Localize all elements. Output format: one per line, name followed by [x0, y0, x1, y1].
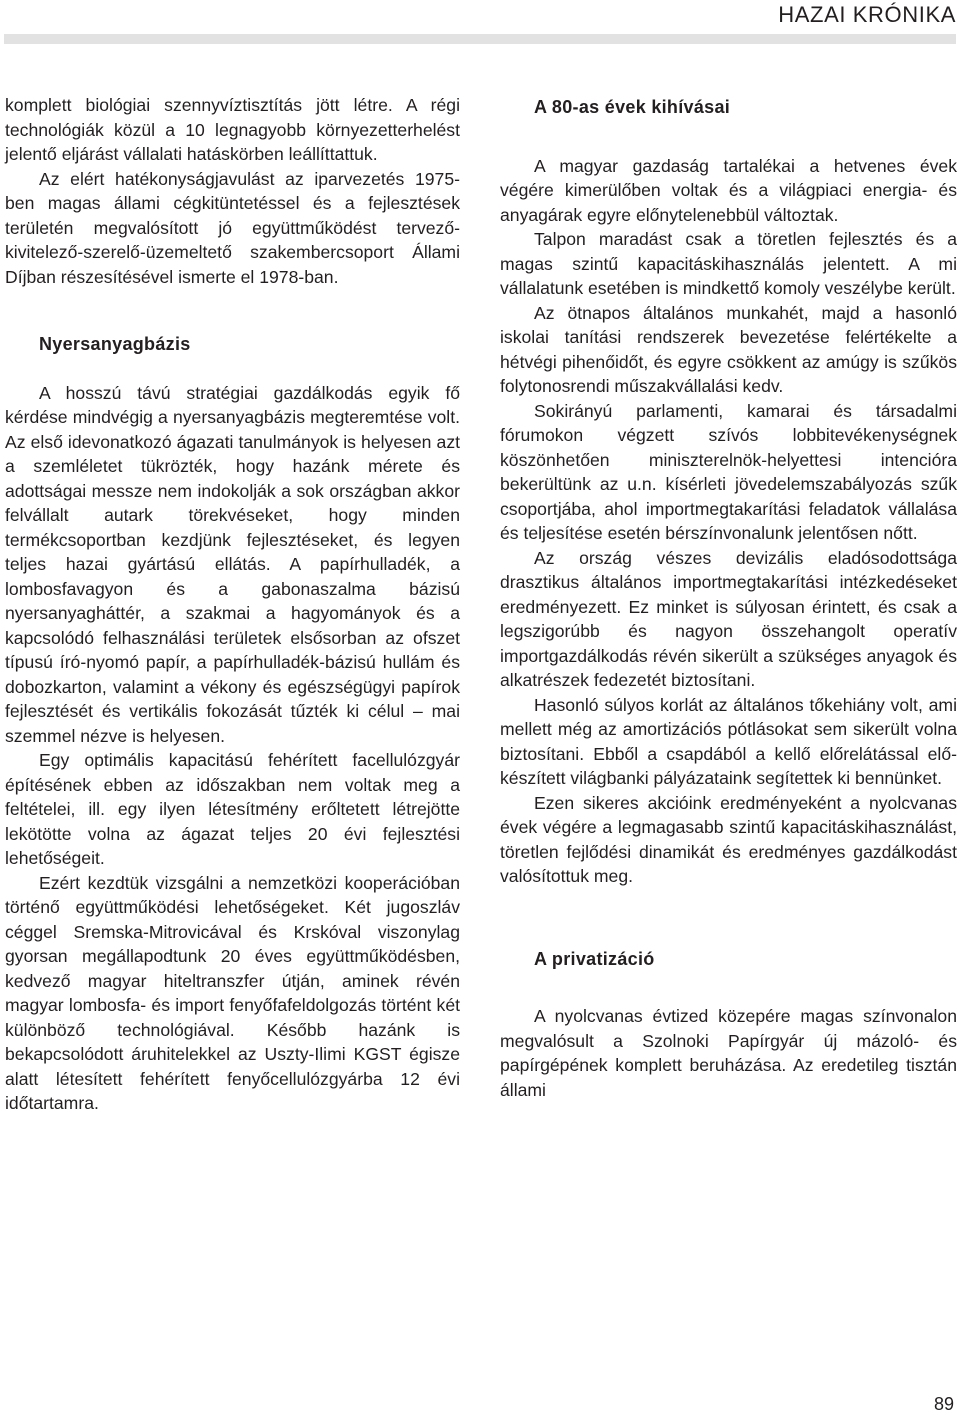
left-column	[5, 93, 460, 1116]
right-column	[500, 93, 957, 1102]
left-paragraph-3: A hosszú távú stratégiai gazdálkodás egyik fő kérdése mindvégig a nyersanyagbázis megteremtése volt. Az első idevonatkozó ágazati tanulmányok is helyesen azt a szemléletet tükrözték, hogy hazánk mérete és adottságai messze nem indokolják a sok országban akkor felvállalt autark törekvéseket, hogy minden termékcsoportban kezdjünk fejlesztéseket, és legyen teljes hazai gyártású ellátás. A papírhulladék, a lombosfavagyon és a gabonaszalma bázisú nyersanyagháttér, a szakmai a hagyományok és a kapcsolódó felhasználási területek elsősorban az ofszet típusú író-nyomó papír, a papírhulladék-bázisú hullám és dobozkarton, valamint a vékony és egészségügyi papírok fejlesztését és vertikális fokozását tűzték ki célul – mai szemmel nézve is helyesen.	[5, 382, 460, 746]
right-paragraph-5: Az ország vészes devizális eladósodottsága drasztikus általános importmegtakarítási intézkedéseket eredményezett. Ez minket is súlyosan érintett, és csak a legszigorúbb és nagyon összehangolt operatív importgazdálkodás révén sikerült a szükséges anyagok és alkatrészek fedezetét biztosítani.	[500, 547, 957, 690]
right-paragraph-3: Az ötnapos általános munkahét, majd a hasonló iskolai tanítási rendszerek bevezetése felértékelte a hétvégi pihenőidőt, és egyre csökkent az amúgy is szűkös folytonosrendi műszakvállalási kedv.	[500, 302, 957, 396]
left-paragraph-5: Ezért kezdtük vizsgálni a nemzetközi kooperációban történő együttműködési lehetőségeket. Két jugoszláv céggel Sremska-Mitrovicával és Krskóval viszonylag gyorsan megállapodtunk 20 éves együttműködésben, kedvező magyar hiteltranszfer útján, aminek révén magyar lombosfa- és import fenyőfafeldolgozás történt két különböző technológiával. Később hazánk is bekapcsolódott áruhitelekkel az Uszty-Ilimi KGST égisze alatt létesített fehérített fenyőcellulózgyárba 12 évi időtartamra.	[5, 872, 460, 1113]
header-rule	[4, 34, 956, 44]
left-paragraph-1: komplett biológiai szennyvíztisztítás jött létre. A régi technológiák közül a 10 legnagyobb környezetterhelést jelentő eljárást vállalati hatáskörben leállíttattuk.	[5, 95, 460, 164]
left-paragraph-2: Az elért hatékonyságjavulást az iparvezetés 1975-ben magas állami cégkitüntetéssel és a fejlesztések területén megvalósított jó együttműködést tervező-kivitelező-szerelő-üzemeltető szakembercsoport Állami Díjban részesítésével ismerte el 1978-ban.	[5, 168, 460, 287]
right-paragraph-4: Sokirányú parlamenti, kamarai és társadalmi fórumokon végzett szívós lobbitevékenységnek köszönhetően miniszterelnök-helyettesi intencióra bekerültünk az u.n. kísérleti jövedelemszabályozás szűk csoportjába, ahol importmegtakarítási feladatok vállalása és teljesítése esetén bérszínvonalunk jelentősen nőtt.	[500, 400, 957, 543]
heading-nyersanyagbazis: Nyersanyagbázis	[39, 334, 191, 354]
left-paragraph-4: Egy optimális kapacitású fehérített facellulózgyár építésének ebben az időszakban nem voltak meg a feltételei, ill. egy ilyen létesítmény erőltetett létrejötte lekötötte volna az ágazat teljes 20 évi fejlesztési lehetőségeit.	[5, 750, 460, 868]
heading-privatizacio: A privatizáció	[534, 948, 655, 969]
running-header-title: HAZAI KRÓNIKA	[778, 2, 956, 27]
heading-80s-challenges: A 80-as évek kihívásai	[534, 97, 731, 117]
right-paragraph-7: Ezen sikeres akcióink eredményeként a nyolcvanas évek végére a legmagasabb szintű kapacitáskihasználást, töretlen fejlődési dinamikát és eredményes gazdálkodást valósítottuk meg.	[500, 792, 957, 886]
right-paragraph-8: A nyolcvanas évtized közepére magas színvonalon megvalósult a Szolnoki Papírgyár új mázoló- és papírgépének komplett beruházása. Az eredetileg tisztán állami	[500, 1006, 957, 1100]
right-paragraph-6: Hasonló súlyos korlát az általános tőkehiány volt, ami mellett még az amortizációs pótlásokat sem sikerült volna biztosítani. Ebből a csapdából a kellő előrelátással előkészített világbanki pályázataink segítettek ki bennünket.	[500, 694, 957, 788]
right-paragraph-1: A magyar gazdaság tartalékai a hetvenes évek végére kimerülőben voltak és a világpiaci energia- és anyagárak egyre előnytelenebbül változtak.	[500, 155, 957, 225]
right-paragraph-2: Talpon maradást csak a töretlen fejlesztés és a magas szintű kapacitáskihasználás jelentett. A mi vállalatunk esetében is mindkettő komoly veszélybe került.	[500, 229, 957, 298]
page-number: 89	[933, 1394, 954, 1414]
